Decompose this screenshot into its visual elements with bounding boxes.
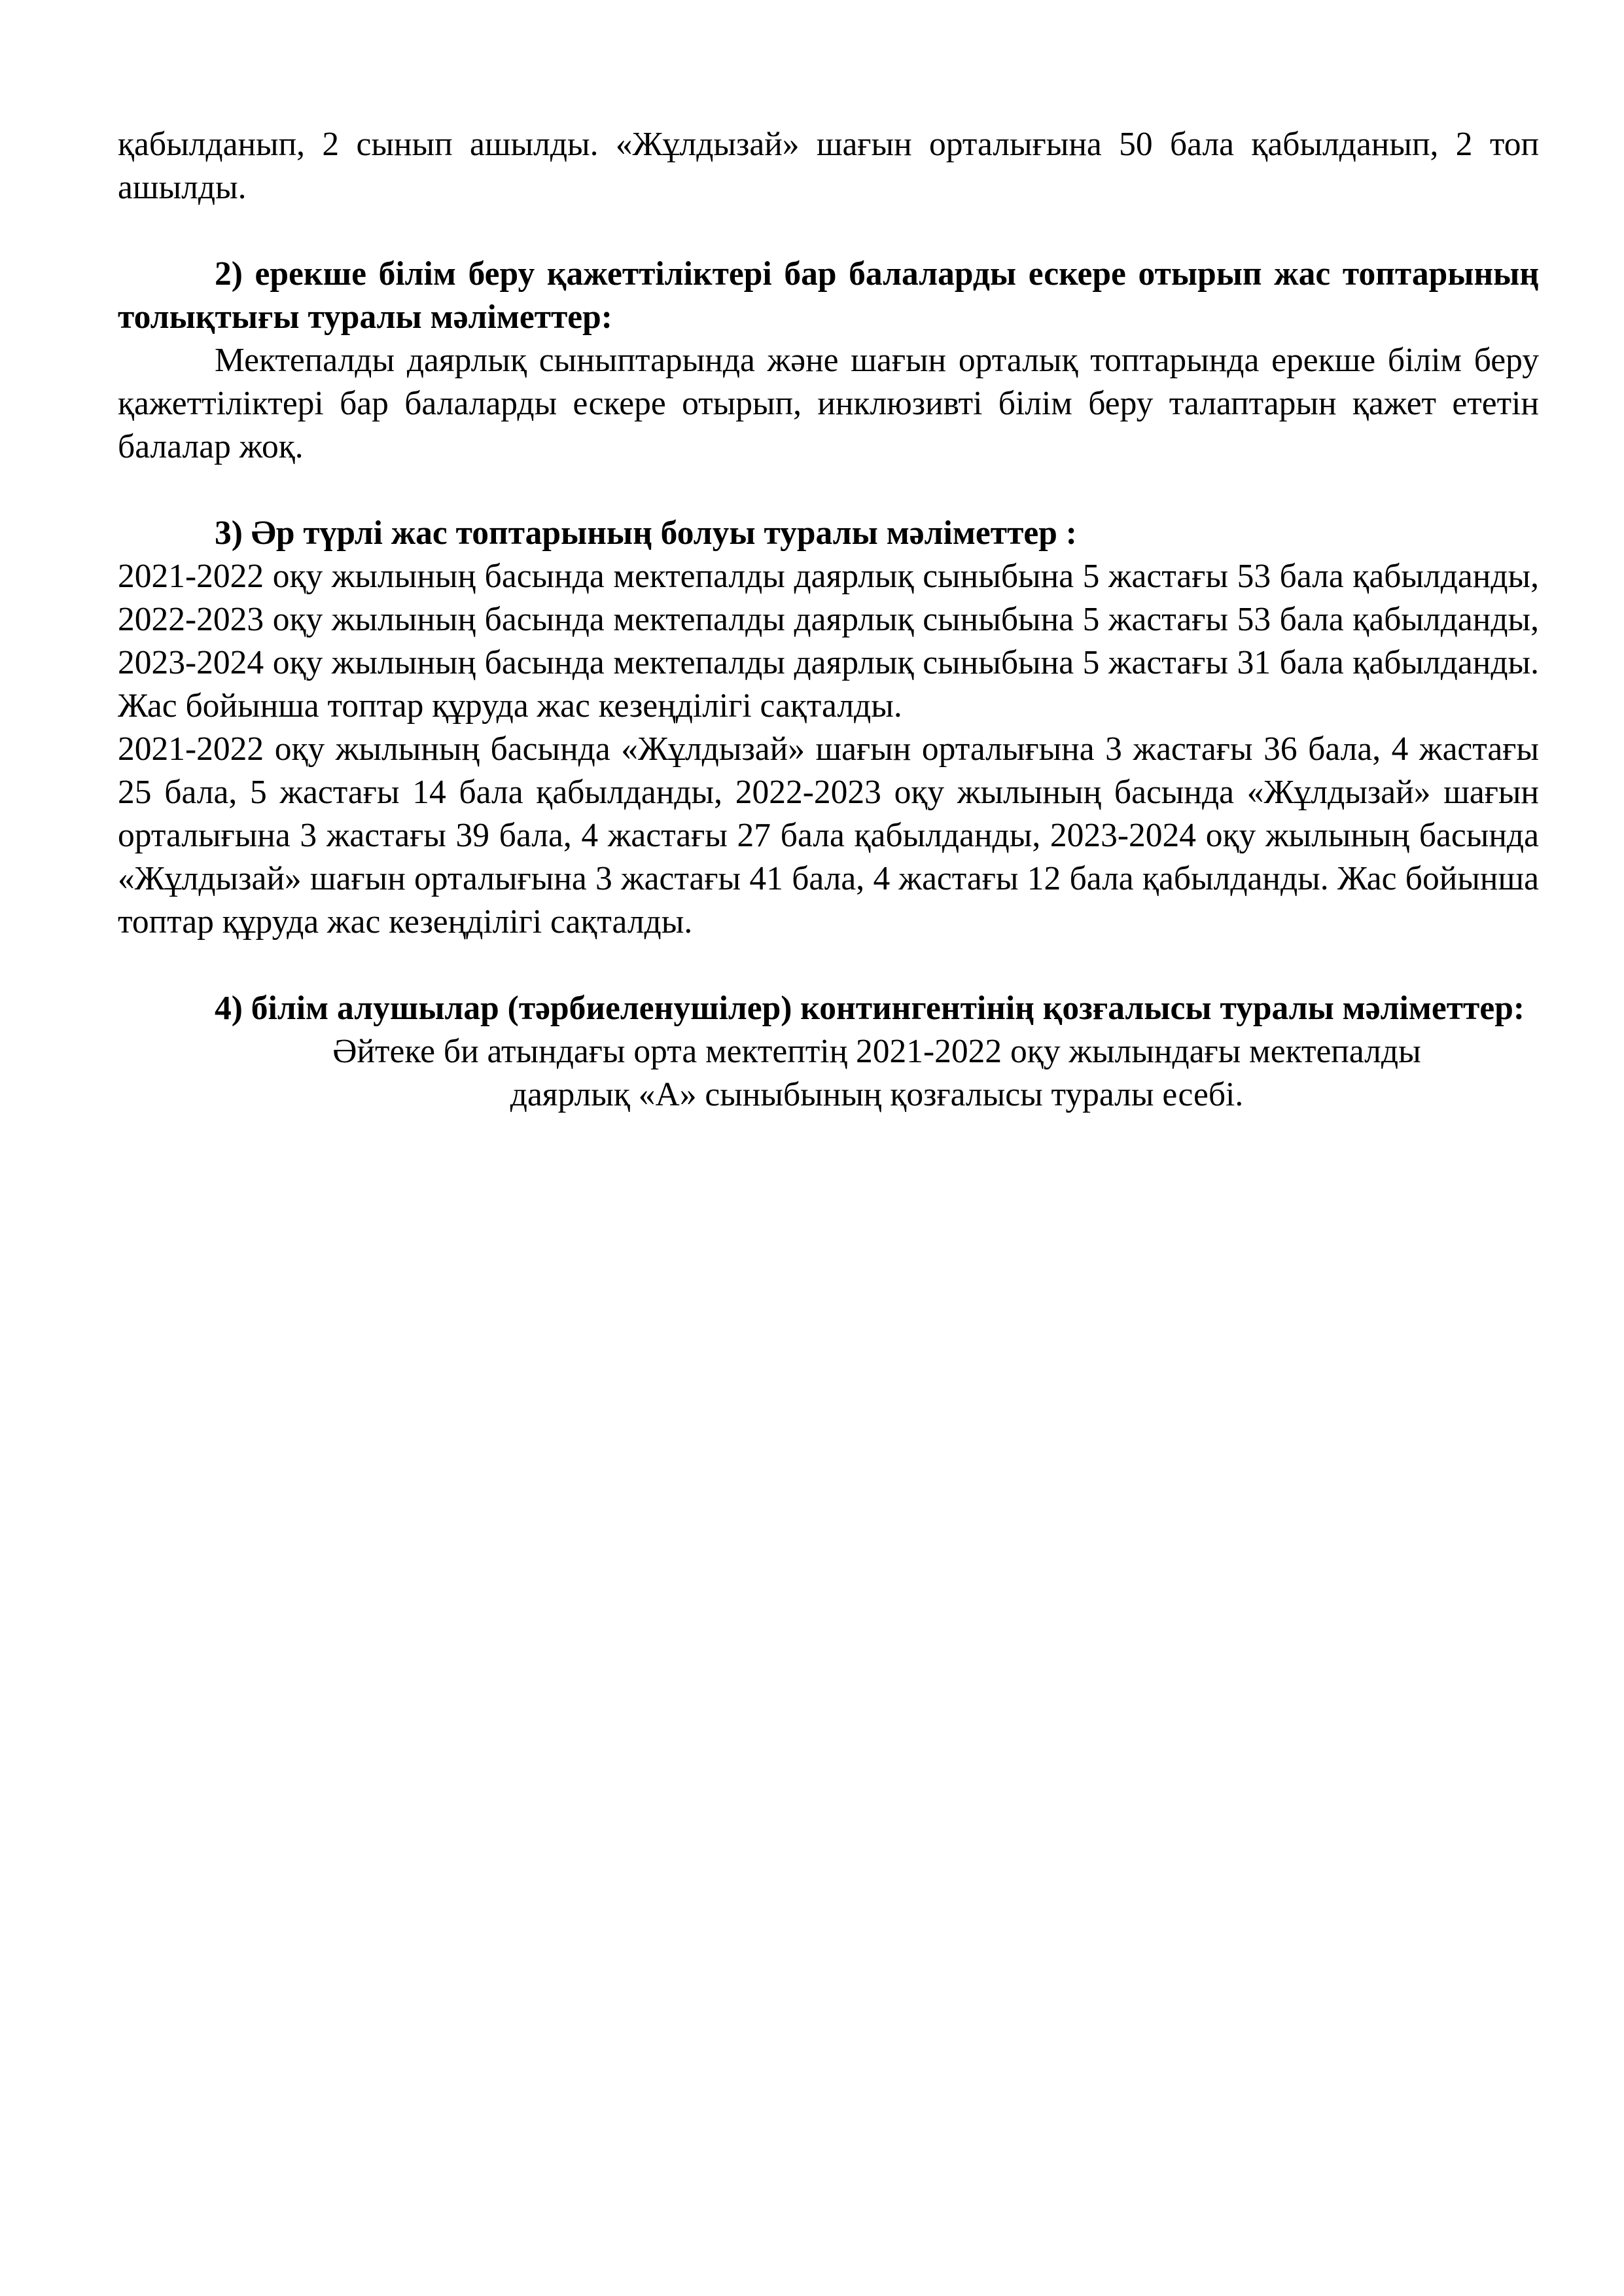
section-3-heading: 3) Әр түрлі жас топтарының болуы туралы мәліметтер : [215, 514, 1077, 552]
table-caption [215, 1030, 1539, 1117]
section-3-paragraph-1: 2021-2022 оқу жылының басында мектепалды даярлық сыныбына 5 жастағы 53 бала қабылданды, 2022-2023 оқу жылының басында мектепалды даярлық сыныбына 5 жастағы 53 бала қабылданды, 2023-2024 оқу жылының басында мектепалды даярлық сыныбына 5 жастағы 31 бала қабылданды. Жас бойынша топтар құруда жас кезеңділігі сақталды. [118, 558, 1539, 725]
section-4-heading: 4) білім алушылар (тәрбиеленушілер) контингентінің қозғалысы туралы мәліметтер: [215, 990, 1525, 1027]
section-2-body: Мектепалды даярлық сыныптарында және шағын орталық топтарында ерекше білім беру қажеттіліктері бар балаларды ескере отырып, инклюзивті білім беру талаптарын қажет ететін балалар жоқ. [118, 342, 1539, 465]
intro-paragraph: қабылданып, 2 сынып ашылды. «Жұлдызай» шағын орталығына 50 бала қабылданып, 2 топ ашылды. [118, 126, 1539, 206]
spacer [118, 209, 1539, 253]
section-2-heading: 2) ерекше білім беру қажеттіліктері бар балаларды ескере отырып жас топтарының толықтығы туралы мәліметтер: [118, 255, 1539, 336]
table-caption-line-2: даярлық «А» сыныбының қозғалысы туралы есебі. [510, 1076, 1244, 1113]
section-3-paragraph-2: 2021-2022 оқу жылының басында «Жұлдызай» шағын орталығына 3 жастағы 36 бала, 4 жастағы 25 бала, 5 жастағы 14 бала қабылданды, 2022-2023 оқу жылының басында «Жұлдызай» шағын орталығына 3 жастағы 39 бала, 4 жастағы 27 бала қабылданды, 2023-2024 оқу жылының басында «Жұлдызай» шағын орталығына 3 жастағы 41 бала, 4 жастағы 12 бала қабылданды. Жас бойынша топтар құруда жас кезеңділігі сақталды. [118, 730, 1539, 941]
document-page [118, 123, 1539, 1117]
spacer [118, 944, 1539, 987]
spacer [118, 469, 1539, 512]
table-caption-line-1: Әйтеке би атындағы орта мектептің 2021-2022 оқу жылындағы мектепалды [332, 1033, 1421, 1070]
